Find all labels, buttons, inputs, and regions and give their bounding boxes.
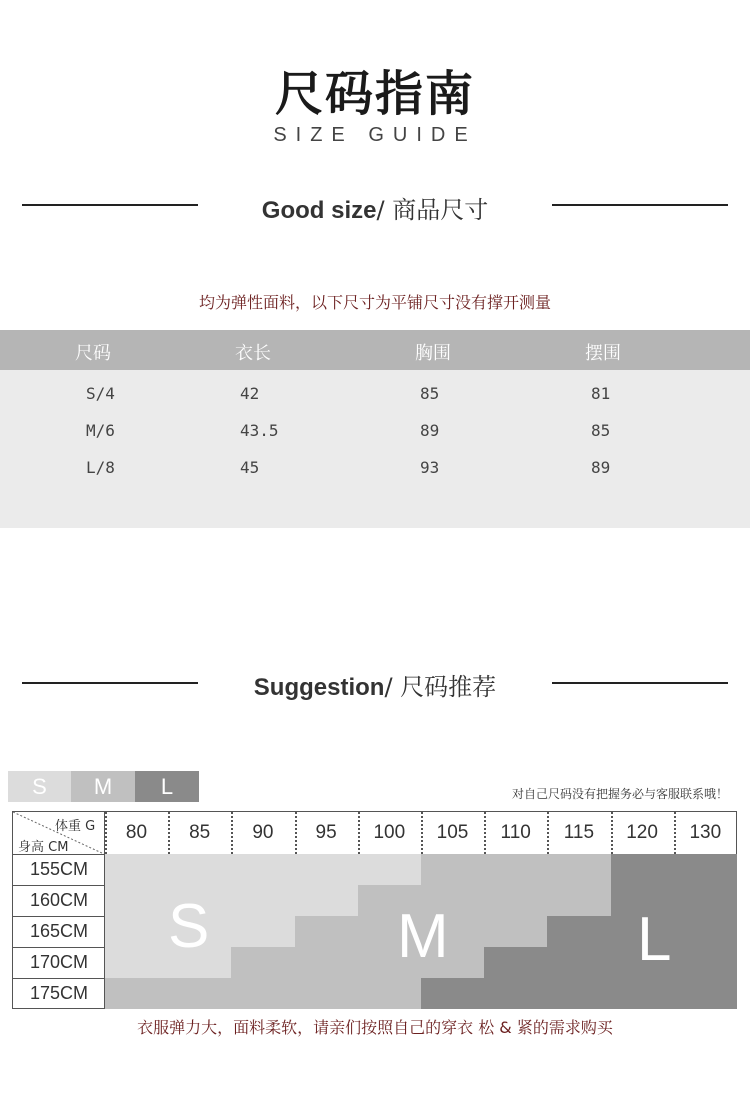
column-separator bbox=[231, 812, 233, 854]
table-header-size: 尺码 bbox=[75, 343, 111, 364]
grid-cell bbox=[231, 978, 294, 1009]
table-header-hem: 摆围 bbox=[585, 343, 621, 364]
grid-cell bbox=[105, 854, 168, 885]
table-cell: 89 bbox=[591, 458, 611, 477]
legend-m: M bbox=[71, 771, 135, 802]
grid-cell bbox=[168, 854, 231, 885]
label-column-border bbox=[104, 812, 105, 1008]
suggestion-title-cn: / 尺码推荐 bbox=[384, 673, 497, 701]
row-separator bbox=[13, 854, 105, 855]
suggestion-heading bbox=[0, 667, 750, 702]
weight-column-label: 110 bbox=[500, 822, 531, 843]
grid-cell bbox=[295, 978, 358, 1009]
grid-cell bbox=[484, 978, 547, 1009]
grid-cell bbox=[295, 885, 358, 916]
weight-column-label: 105 bbox=[436, 822, 469, 843]
column-separator bbox=[105, 812, 107, 854]
good-size-title-cn: / 商品尺寸 bbox=[376, 196, 489, 224]
column-separator bbox=[484, 812, 486, 854]
weight-column-label: 130 bbox=[689, 822, 722, 843]
grid-cell bbox=[105, 916, 168, 947]
good-size-note: 均为弹性面料，以下尺寸为平铺尺寸没有撑开测量 bbox=[198, 293, 551, 312]
column-separator bbox=[168, 812, 170, 854]
legend-l: L bbox=[135, 771, 199, 802]
row-separator bbox=[13, 947, 105, 948]
page-title: 尺码指南 bbox=[274, 66, 475, 122]
table-cell: 42 bbox=[240, 384, 260, 403]
grid-cell bbox=[674, 978, 737, 1009]
good-size-title-en: Good size bbox=[261, 197, 377, 224]
height-label: 身高 CM bbox=[18, 840, 69, 855]
table-cell: 85 bbox=[420, 384, 440, 403]
size-table-header bbox=[0, 330, 750, 370]
suggestion-title-en: Suggestion bbox=[253, 674, 385, 701]
table-cell: L/8 bbox=[86, 458, 115, 477]
grid-cell bbox=[358, 854, 421, 885]
grid-cell bbox=[105, 885, 168, 916]
grid-cell bbox=[231, 854, 294, 885]
weight-column-label: 120 bbox=[626, 822, 658, 843]
grid-cell bbox=[231, 885, 294, 916]
table-cell: S/4 bbox=[86, 384, 115, 403]
grid-cell bbox=[421, 854, 484, 885]
size-l-label: L bbox=[637, 905, 672, 974]
table-cell: 45 bbox=[240, 458, 260, 477]
height-row-label: 175CM bbox=[29, 983, 89, 1003]
size-m-label: M bbox=[397, 902, 449, 971]
footer-note: 衣服弹力大，面料柔软，请亲们按照自己的穿衣 松 & 紧的需求购买 bbox=[137, 1018, 613, 1037]
table-cell: 93 bbox=[420, 458, 440, 477]
grid-cell bbox=[421, 978, 484, 1009]
grid-cell bbox=[105, 947, 168, 978]
column-separator bbox=[611, 812, 613, 854]
grid-cell bbox=[358, 978, 421, 1009]
grid-cell bbox=[674, 854, 737, 885]
grid-cell bbox=[547, 916, 610, 947]
height-row-label: 155CM bbox=[29, 859, 89, 879]
table-cell: M/6 bbox=[86, 421, 115, 440]
row-separator bbox=[13, 978, 105, 979]
weight-column-label: 115 bbox=[563, 822, 595, 843]
row-separator bbox=[13, 885, 105, 886]
grid-cell bbox=[484, 916, 547, 947]
column-separator bbox=[295, 812, 297, 854]
grid-cell bbox=[674, 947, 737, 978]
weight-label: 体重 G bbox=[55, 819, 96, 834]
weight-column-label: 95 bbox=[315, 822, 337, 843]
column-separator bbox=[674, 812, 676, 854]
grid-cell bbox=[105, 978, 168, 1009]
size-s-label: S bbox=[168, 892, 210, 961]
table-header-length: 衣长 bbox=[235, 343, 271, 364]
table-cell: 89 bbox=[420, 421, 440, 440]
grid-cell bbox=[547, 885, 610, 916]
page-subtitle: SIZE GUIDE bbox=[273, 124, 477, 146]
weight-column-label: 80 bbox=[125, 822, 148, 843]
height-row-label: 165CM bbox=[29, 921, 89, 941]
legend-s: S bbox=[8, 771, 71, 802]
weight-column-label: 90 bbox=[252, 822, 274, 843]
row-separator bbox=[13, 916, 105, 917]
weight-column-label: 85 bbox=[189, 822, 211, 843]
grid-cell bbox=[295, 947, 358, 978]
column-separator bbox=[547, 812, 549, 854]
column-separator bbox=[358, 812, 360, 854]
grid-cell bbox=[484, 947, 547, 978]
column-separator bbox=[421, 812, 423, 854]
grid-cell bbox=[168, 978, 231, 1009]
table-cell: 43.5 bbox=[240, 421, 279, 440]
table-header-chest: 胸围 bbox=[415, 343, 451, 364]
height-row-label: 170CM bbox=[29, 952, 89, 972]
grid-cell bbox=[674, 916, 737, 947]
grid-cell bbox=[547, 978, 610, 1009]
good-size-heading bbox=[0, 190, 750, 225]
advice-text: 对自己尺码没有把握务必与客服联系哦！ bbox=[511, 787, 728, 801]
grid-cell bbox=[295, 916, 358, 947]
grid-cell bbox=[547, 854, 610, 885]
table-cell: 81 bbox=[591, 384, 611, 403]
height-row-label: 160CM bbox=[29, 890, 89, 910]
grid-cell bbox=[547, 947, 610, 978]
weight-column-label: 100 bbox=[373, 822, 406, 843]
grid-cell bbox=[674, 885, 737, 916]
grid-cell bbox=[295, 854, 358, 885]
grid-cell bbox=[611, 978, 674, 1009]
grid-cell bbox=[484, 854, 547, 885]
grid-cell bbox=[231, 947, 294, 978]
table-cell: 85 bbox=[591, 421, 611, 440]
grid-cell bbox=[484, 885, 547, 916]
grid-cell bbox=[231, 916, 294, 947]
grid-cell bbox=[611, 854, 674, 885]
